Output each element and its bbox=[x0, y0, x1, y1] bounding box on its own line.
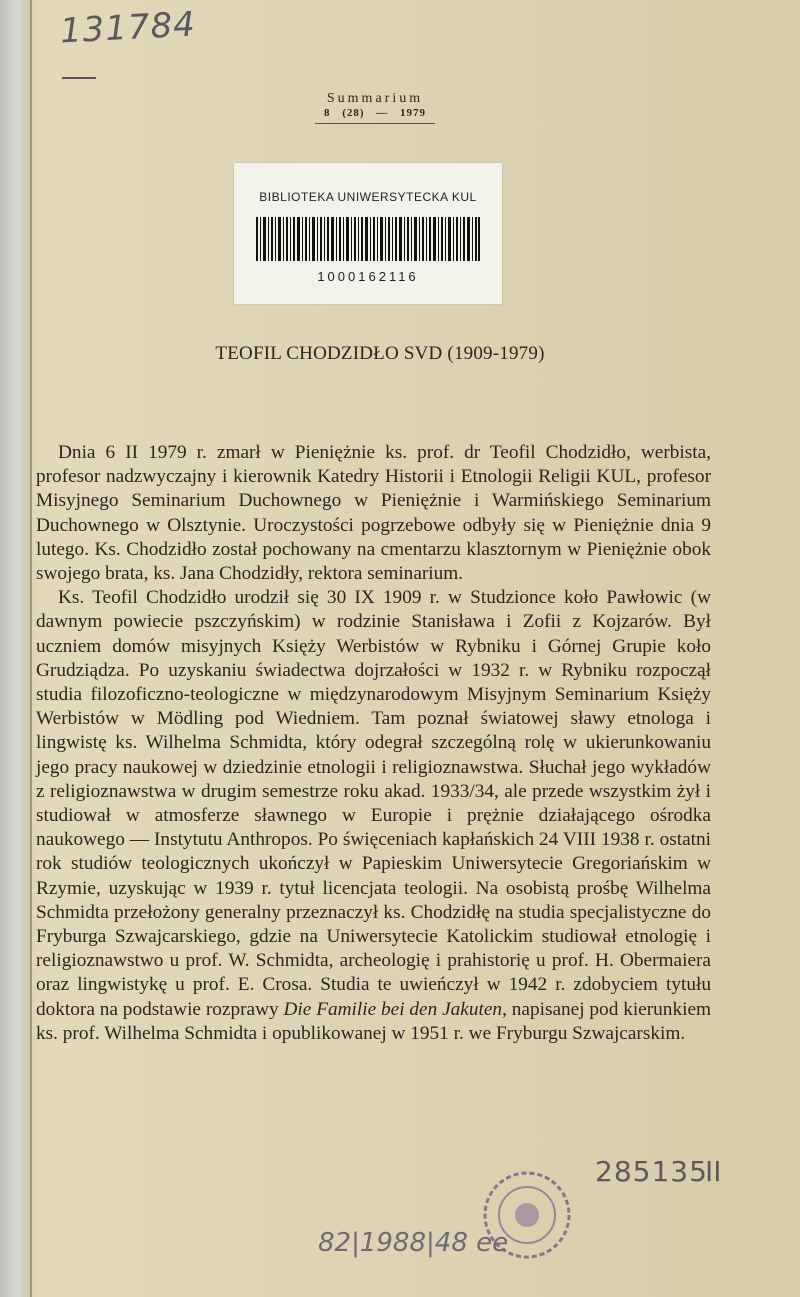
barcode-icon bbox=[256, 217, 480, 261]
paragraph-1: Dnia 6 II 1979 r. zmarł w Pieniężnie ks. prof. dr Teofil Chodzidło, werbista, profesor nadzwyczajny i kierownik Katedry Historii i Etnologii Religii KUL, profesor Misyjnego Seminarium Duchownego w Pieniężnie i Warmińskiego Seminarium Duchownego w Olsztynie. Uroczystości pogrzebowe odbyły się w Pieniężnie dnia 9 lutego. Ks. Chodzidło został pochowany na cmentarzu klasztornym w Pieniężnie obok swojego brata, ks. Jana Chodzidły, rektora seminarium. bbox=[36, 442, 711, 585]
handwritten-shelf-mark: 285135 bbox=[595, 1155, 708, 1188]
journal-header bbox=[290, 90, 460, 124]
paragraph-2-ending: , napisanej pod kierunkiem ks. prof. Wilhelma Schmidta i opublikowanej w 1951 r. we Fryburgu Szwajcarskim. bbox=[36, 998, 711, 1044]
article-title: TEOFIL CHODZIDŁO SVD (1909-1979) bbox=[215, 343, 545, 364]
paragraph-2 bbox=[36, 586, 711, 1046]
paragraph-2-text: Ks. Teofil Chodzidło urodził się 30 IX 1909 r. w Studzionce koło Pawłowic (w dawnym powiecie pszczyńskim) w rodzinie Stanisława i Zofii z Kojzarów. Był uczniem domów misyjnych Księży Werbistów w Rybniku i Górnej Grupie koło Grudziądza. Po uzyskaniu świadectwa dojrzałości w 1932 r. w Rybniku rozpoczął studia filozoficzno-teologiczne w międzynarodowym Misyjnym Seminarium Księży Werbistów w Mödling pod Wiedniem. Tam poznał światowej sławy etnologa i lingwistę ks. Wilhelma Schmidta, który odegrał szczególną rolę w ukierunkowaniu jego pracy naukowej w dziedzinie etnologii i religioznawstwa. Słuchał jego wykładów z religioznawstwa w drugim semestrze roku akad. 1933/34, ale przede wszystkim żył i studiował w atmosferze sławnego w Europie i prężnie działającego ośrodka naukowego — Instytutu Anthropos. Po święceniach kapłańskich 24 VIII 1938 r. ostatni rok studiów teologicznych ukończył w Papieskim Uniwersytecie Gregoriańskim w Rzymie, uzyskując w 1939 r. tytuł licencjata teologii. Na osobistą prośbę Wilhelma Schmidta przełożony generalny przeznaczył ks. Chodzidłę na studia specjalistyczne do Fryburga Szwajcarskiego, gdzie na Uniwersytecie Katolickim studiował etnologię i religioznawstwo u prof. W. Schmidta, archeologię i prahistorię u prof. H. Obermaiera oraz lingwistykę u prof. E. Crosa. Studia te uwieńczył w 1942 r. zdobyciem tytułu doktora na podstawie rozprawy bbox=[36, 587, 711, 1020]
spine-edge bbox=[30, 0, 32, 1297]
journal-name: Summarium bbox=[326, 91, 424, 106]
header-rule bbox=[315, 123, 435, 124]
handwritten-accession-number: 131784 bbox=[59, 4, 197, 52]
handwritten-shelf-suffix: II bbox=[705, 1155, 722, 1188]
dissertation-title: Die Familie bei den Jakuten bbox=[283, 998, 503, 1020]
handwritten-dash bbox=[62, 77, 96, 79]
book-spine bbox=[0, 0, 30, 1297]
library-name: BIBLIOTEKA UNIWERSYTECKA KUL bbox=[259, 190, 477, 204]
library-barcode-label bbox=[234, 163, 502, 304]
journal-issue: 8 (28) — 1979 bbox=[323, 107, 427, 119]
barcode-number: 1000162116 bbox=[317, 269, 419, 284]
article-body bbox=[36, 441, 711, 1046]
handwritten-bottom-note: 82|1988|48 ee bbox=[318, 1228, 509, 1258]
